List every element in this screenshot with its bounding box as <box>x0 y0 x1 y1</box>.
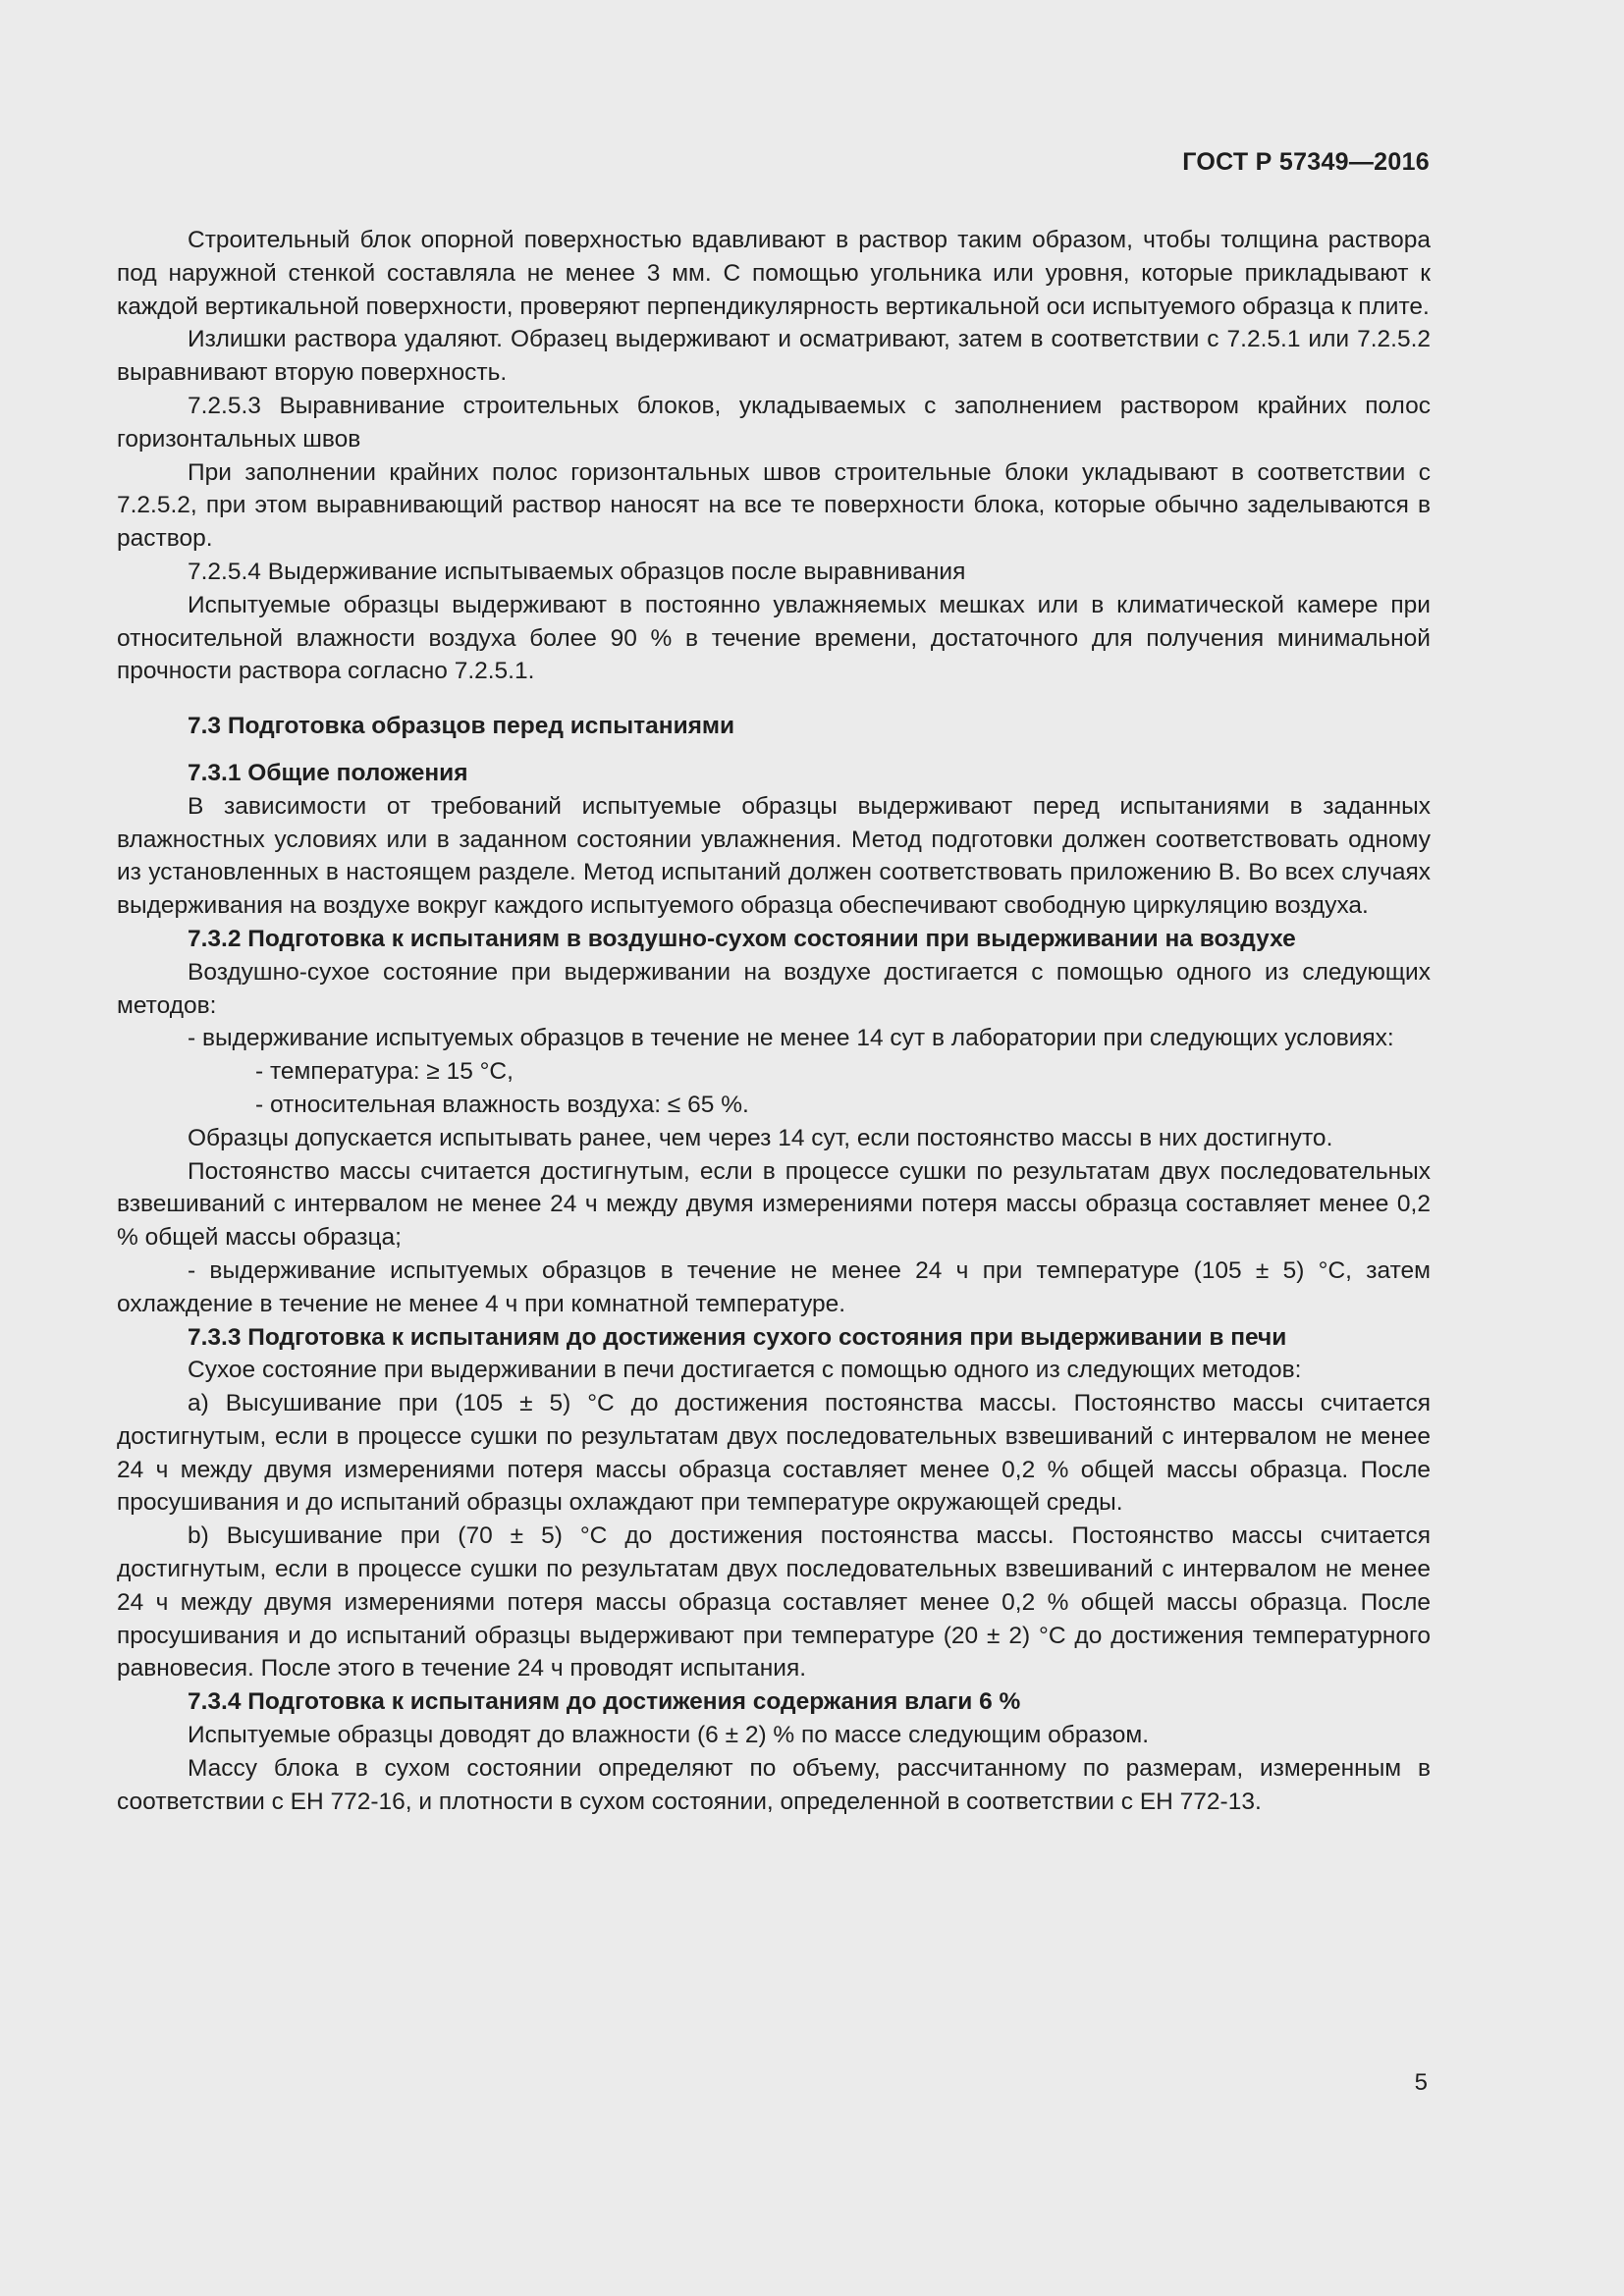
subsection-heading: 7.3.3 Подготовка к испытаниям до достижения сухого состояния при выдерживании в печи <box>188 1323 1287 1351</box>
document-body <box>117 224 1431 1818</box>
section-heading: 7.3 Подготовка образцов перед испытаниями <box>188 713 735 740</box>
sub-list-item: - относительная влажность воздуха: ≤ 65 %. <box>255 1091 749 1118</box>
paragraph: Излишки раствора удаляют. Образец выдерживают и осматривают, затем в соответствии с 7.2.5.1 или 7.2.5.2 выравнивают вторую поверхность. <box>117 326 1431 387</box>
paragraph: Сухое состояние при выдерживании в печи достигается с помощью одного из следующих методов: <box>188 1357 1302 1384</box>
list-item: - выдерживание испытуемых образцов в течение не менее 14 сут в лаборатории при следующих условиях: <box>188 1025 1394 1052</box>
paragraph: Испытуемые образцы доводят до влажности (6 ± 2) % по массе следующим образом. <box>188 1722 1150 1749</box>
clause-heading: 7.2.5.3 Выравнивание строительных блоков, укладываемых с заполнением раствором крайних полос горизонтальных швов <box>117 392 1431 453</box>
paragraph: Постоянство массы считается достигнутым, если в процессе сушки по результатам двух последовательных взвешиваний с интервалом не менее 24 ч между двумя измерениями потеря массы образца составляет менее 0,2 % общей массы образца; <box>117 1157 1431 1252</box>
page-number: 5 <box>1414 2069 1428 2096</box>
list-item: b) Высушивание при (70 ± 5) °С до достижения постоянства массы. Постоянство массы считается достигнутым, если в процессе сушки по результатам двух последовательных взвешиваний с интервалом не менее 24 ч между двумя измерениями потеря массы образца составляет менее 0,2 % общей массы образца. После просушивания и до испытаний образцы выдерживают при температуре (20 ± 2) °С до достижения температурного равновесия. После этого в течение 24 ч проводят испытания. <box>117 1522 1431 1682</box>
paragraph: Образцы допускается испытывать ранее, чем через 14 сут, если постоянство массы в них достигнуто. <box>188 1124 1333 1151</box>
paragraph: При заполнении крайних полос горизонтальных швов строительные блоки укладывают в соответствии с 7.2.5.2, при этом выравнивающий раствор наносят на все те поверхности блока, которые обычно заделываются в раствор. <box>117 458 1431 553</box>
document-number-header: ГОСТ Р 57349—2016 <box>1182 148 1430 176</box>
subsection-heading: 7.3.4 Подготовка к испытаниям до достижения содержания влаги 6 % <box>188 1688 1021 1716</box>
paragraph: Строительный блок опорной поверхностью вдавливают в раствор таким образом, чтобы толщина раствора под наружной стенкой составляла не менее 3 мм. С помощью угольника или уровня, которые прикладывают к каждой вертикальной поверхности, проверяют перпендикулярность вертикальной оси испытуемого образца к плите. <box>117 227 1431 320</box>
paragraph: Воздушно-сухое состояние при выдерживании на воздухе достигается с помощью одного из следующих методов: <box>117 958 1431 1019</box>
paragraph: В зависимости от требований испытуемые образцы выдерживают перед испытаниями в заданных влажностных условиях или в заданном состоянии увлажнения. Метод подготовки должен соответствовать одному из установленных в настоящем разделе. Метод испытаний должен соответствовать приложению В. Во всех случаях выдерживания на воздухе вокруг каждого испытуемого образца обеспечивают свободную циркуляцию воздуха. <box>117 792 1431 920</box>
subsection-heading: 7.3.1 Общие положения <box>188 759 468 786</box>
paragraph: Массу блока в сухом состоянии определяют по объему, рассчитанному по размерам, измеренным в соответствии с ЕН 772-16, и плотности в сухом состоянии, определенной в соответствии с ЕН 772-13. <box>117 1754 1431 1815</box>
paragraph: Испытуемые образцы выдерживают в постоянно увлажняемых мешках или в климатической камере при относительной влажности воздуха более 90 % в течение времени, достаточного для получения минимальной прочности раствора согласно 7.2.5.1. <box>117 591 1431 685</box>
clause-heading: 7.2.5.4 Выдерживание испытываемых образцов после выравнивания <box>188 558 966 585</box>
list-item: - выдерживание испытуемых образцов в течение не менее 24 ч при температуре (105 ± 5) °С, затем охлаждение в течение не менее 4 ч при комнатной температуре. <box>117 1256 1431 1317</box>
list-item: a) Высушивание при (105 ± 5) °С до достижения постоянства массы. Постоянство массы считается достигнутым, если в процессе сушки по результатам двух последовательных взвешиваний с интервалом не менее 24 ч между двумя измерениями потеря массы образца составляет менее 0,2 % общей массы образца. После просушивания и до испытаний образцы охлаждают при температуре окружающей среды. <box>117 1390 1431 1517</box>
sub-list-item: - температура: ≥ 15 °C, <box>255 1058 514 1086</box>
subsection-heading: 7.3.2 Подготовка к испытаниям в воздушно-сухом состоянии при выдерживании на воздухе <box>188 925 1296 952</box>
